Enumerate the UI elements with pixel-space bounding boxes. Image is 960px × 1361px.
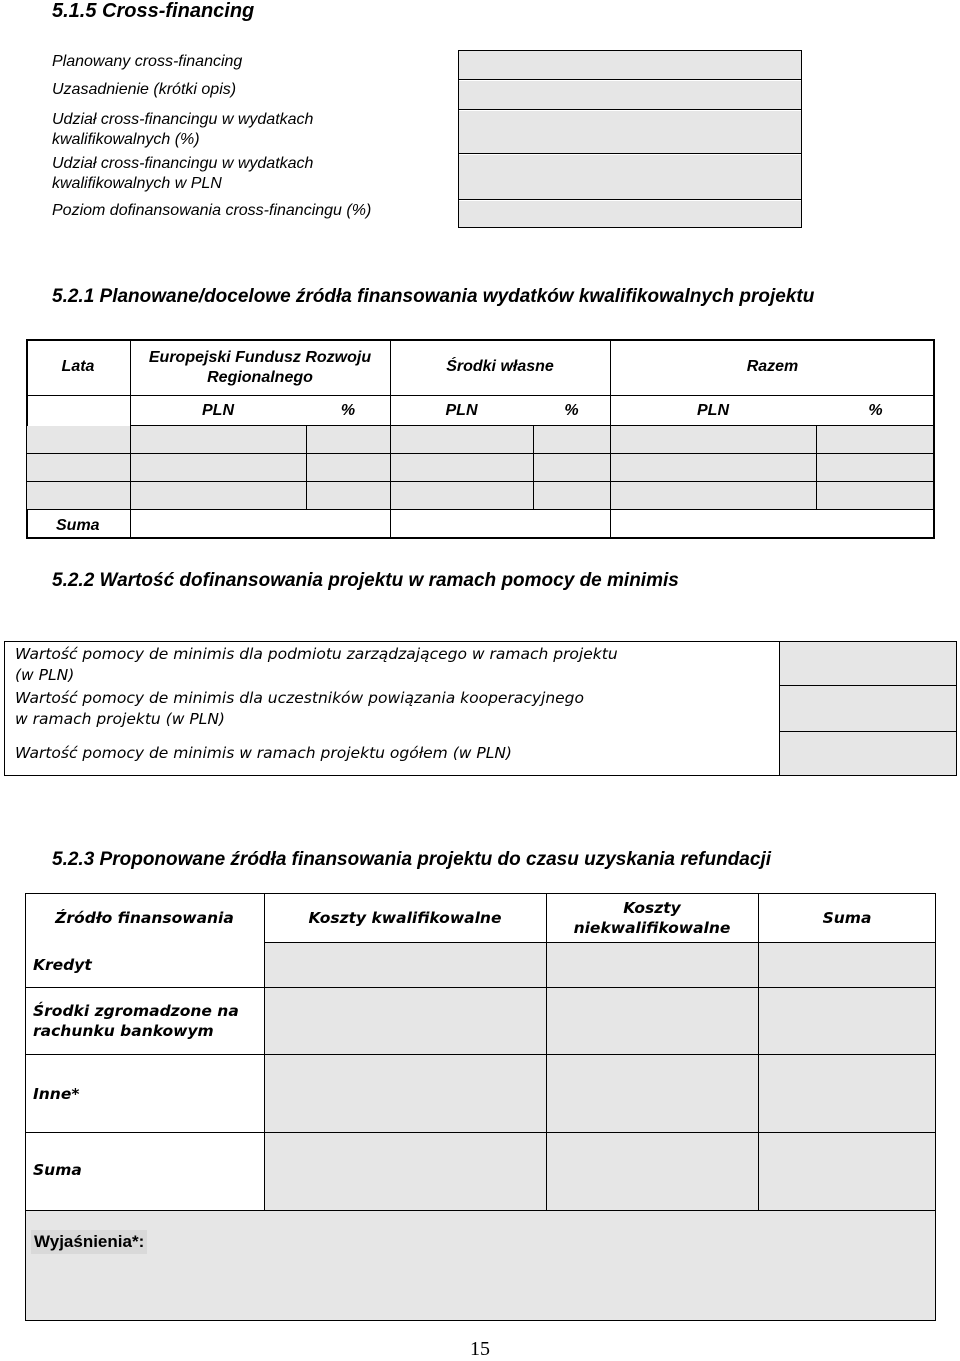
col-lata: Lata <box>61 358 95 375</box>
suma-suma[interactable] <box>759 1133 935 1210</box>
inne-koszty-niekw[interactable] <box>547 1055 758 1132</box>
col-koszty-kwalifikowalne: Koszty kwalifikowalne <box>308 909 502 927</box>
row-inne: Inne* <box>33 1085 80 1103</box>
table-row[interactable] <box>27 482 933 509</box>
srodki-suma[interactable] <box>759 988 935 1054</box>
page-number: 15 <box>470 1338 490 1360</box>
cf-row-label-3a: Udział cross-financingu w wydatkach <box>52 111 314 128</box>
col-koszty-niekw-line1: Koszty <box>623 899 681 917</box>
col-efrr-line1: Europejski Fundusz Rozwoju <box>148 349 372 366</box>
cf-field-5[interactable] <box>459 201 801 227</box>
row-kredyt: Kredyt <box>33 956 92 974</box>
section-521-title: 5.2.1 Planowane/docelowe źródła finansowania wydatków kwalifikowalnych projektu <box>52 286 815 307</box>
row-srodki-line1: Środki zgromadzone na <box>33 1002 239 1020</box>
sub-pct-1: % <box>340 402 356 419</box>
cf-field-2[interactable] <box>459 81 801 110</box>
cf-field-1[interactable] <box>459 51 801 80</box>
suma-koszty-kw[interactable] <box>265 1133 546 1210</box>
section-522-title: 5.2.2 Wartość dofinansowania projektu w ramach pomocy de minimis <box>52 570 679 591</box>
de-minimis-field-1[interactable] <box>780 642 956 685</box>
section-523-title: 5.2.3 Proponowane źródła finansowania projektu do czasu uzyskania refundacji <box>52 849 772 870</box>
inne-koszty-kw[interactable] <box>265 1055 546 1132</box>
de-minimis-row1-line2: (w PLN) <box>15 666 75 684</box>
sub-pct-3: % <box>868 402 883 419</box>
row-srodki-line2: rachunku bankowym <box>33 1022 214 1040</box>
cf-row-label-1: Planowany cross-financing <box>52 53 243 70</box>
sub-pln-3: PLN <box>697 402 729 419</box>
col-razem: Razem <box>746 358 799 375</box>
cf-field-4[interactable] <box>459 155 801 200</box>
row-suma: Suma <box>33 1161 82 1179</box>
cross-financing-fields <box>458 50 802 228</box>
cf-row-label-2: Uzasadnienie (krótki opis) <box>52 81 237 98</box>
srodki-koszty-niekw[interactable] <box>547 988 758 1054</box>
inne-suma[interactable] <box>759 1055 935 1132</box>
col-zrodlo-finansowania: Źródło finansowania <box>55 909 234 927</box>
wyjasnienia-field[interactable] <box>26 1211 935 1320</box>
de-minimis-row2-line1: Wartość pomocy de minimis dla uczestników powiązania kooperacyjnego <box>15 689 585 707</box>
de-minimis-row3: Wartość pomocy de minimis w ramach projektu ogółem (w PLN) <box>15 744 512 762</box>
wyjasnienia-label: Wyjaśnienia*: <box>31 1230 147 1254</box>
table-row[interactable] <box>27 454 933 481</box>
sub-pln-1: PLN <box>202 402 234 419</box>
col-srodki-wlasne: Środki własne <box>446 358 554 375</box>
de-minimis-field-3[interactable] <box>780 732 956 775</box>
de-minimis-field-2[interactable] <box>780 686 956 731</box>
sub-pln-2: PLN <box>445 402 478 419</box>
sub-pct-2: % <box>564 402 579 419</box>
cf-row-label-3b: kwalifikowalnych (%) <box>52 131 200 148</box>
row-suma: Suma <box>56 517 100 534</box>
cf-field-3[interactable] <box>459 111 801 154</box>
col-suma: Suma <box>822 909 872 927</box>
kredyt-suma[interactable] <box>759 943 935 987</box>
col-koszty-niekw-line2: niekwalifikowalne <box>573 919 731 937</box>
srodki-koszty-kw[interactable] <box>265 988 546 1054</box>
kredyt-koszty-niekw[interactable] <box>547 943 758 987</box>
de-minimis-row2-line2: w ramach projektu (w PLN) <box>15 710 225 728</box>
col-efrr-line2: Regionalnego <box>207 369 313 386</box>
de-minimis-row1-line1: Wartość pomocy de minimis dla podmiotu zarządzającego w ramach projektu <box>15 645 618 663</box>
suma-koszty-niekw[interactable] <box>547 1133 758 1210</box>
cf-row-label-5: Poziom dofinansowania cross-financingu (%) <box>52 202 372 219</box>
section-515-title: 5.1.5 Cross-financing <box>52 0 255 22</box>
cf-row-label-4b: kwalifikowalnych w PLN <box>52 175 222 192</box>
kredyt-koszty-kw[interactable] <box>265 943 546 987</box>
cf-row-label-4a: Udział cross-financingu w wydatkach <box>52 155 314 172</box>
table-row[interactable] <box>27 426 933 453</box>
